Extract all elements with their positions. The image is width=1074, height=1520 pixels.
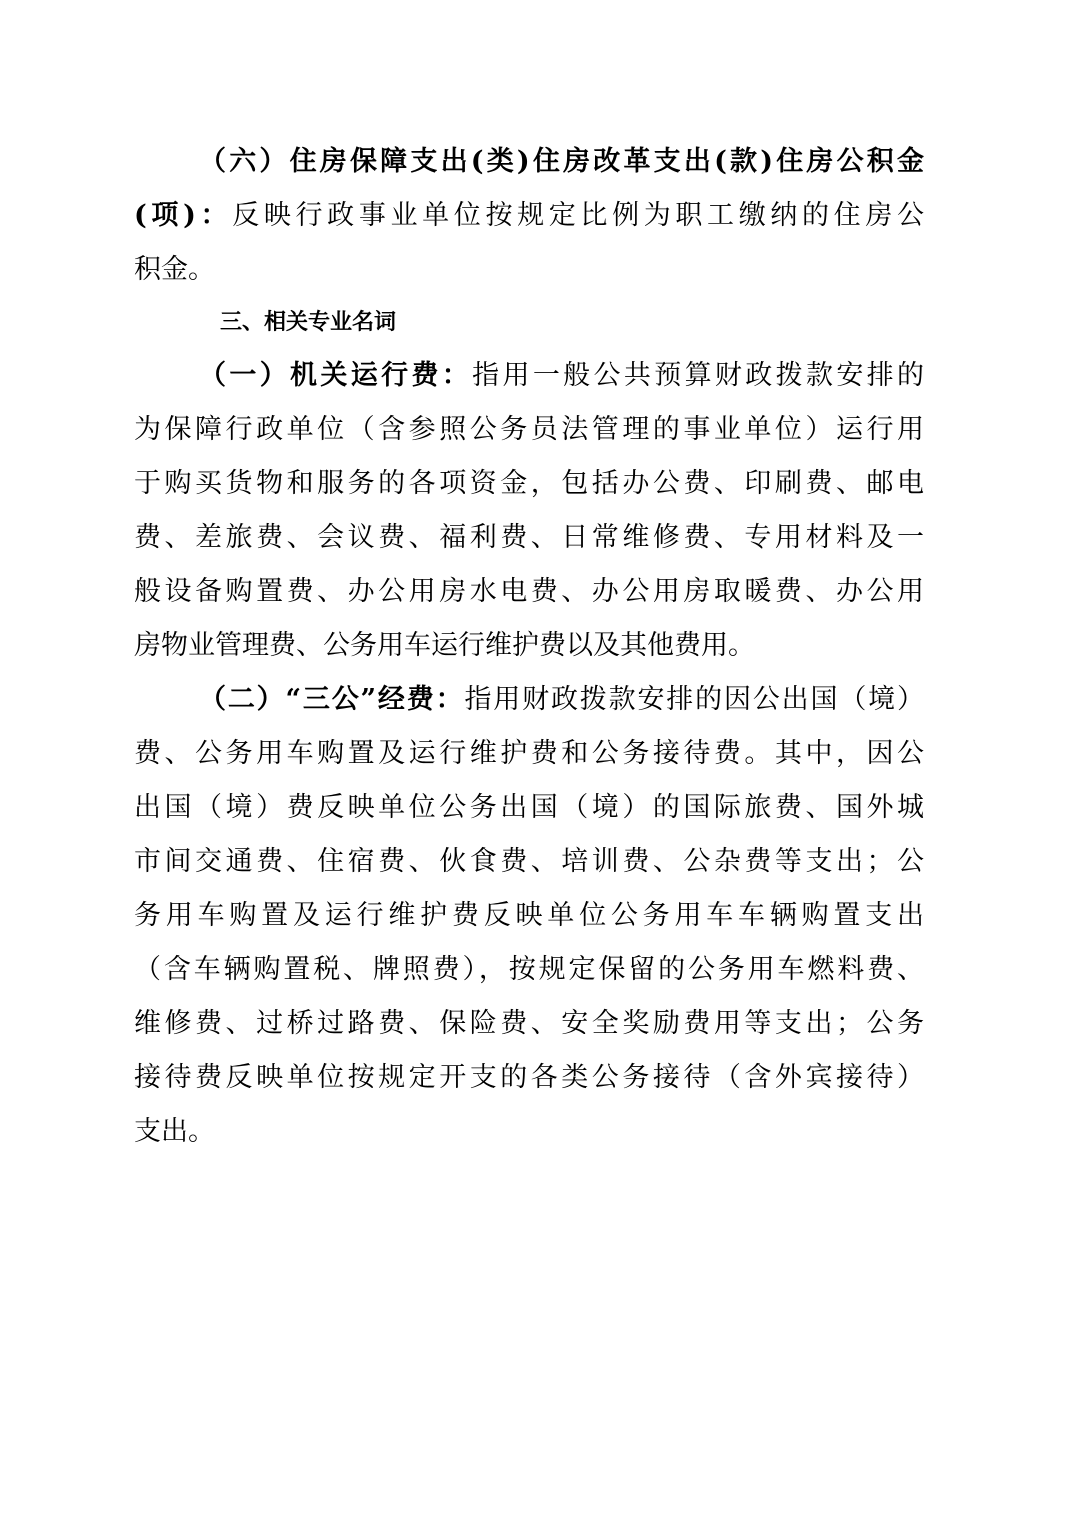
line-text: 接待费反映单位按规定开支的各类公务接待（含外宾接待） xyxy=(134,1062,924,1093)
text-line xyxy=(134,349,924,403)
paragraph-three-public-expenses xyxy=(134,673,924,1159)
line-text: 指用一般公共预算财政拨款安排的 xyxy=(472,360,924,391)
paragraph-housing-fund xyxy=(134,135,924,297)
paragraph-agency-operating-expenses xyxy=(134,349,924,673)
line-text: 房物业管理费、公务用车运行维护费以及其他费用。 xyxy=(134,630,755,661)
line-text: 费、差旅费、会议费、福利费、日常维修费、专用材料及一 xyxy=(134,522,924,553)
line-text: 出国（境）费反映单位公务出国（境）的国际旅费、国外城 xyxy=(134,792,924,823)
text-line xyxy=(134,673,924,727)
line-text: 为保障行政单位（含参照公务员法管理的事业单位）运行用 xyxy=(134,414,924,445)
line-text: 支出。 xyxy=(134,1116,215,1147)
line-text: 般设备购置费、办公用房水电费、办公用房取暖费、办公用 xyxy=(134,576,924,607)
text-line xyxy=(134,403,924,457)
line-lead-bold: (项)： xyxy=(134,200,233,231)
line-text: 于购买货物和服务的各项资金，包括办公费、印刷费、邮电 xyxy=(134,468,924,499)
line-text: 指用财政拨款安排的因公出国（境） xyxy=(464,684,924,715)
line-lead-bold: （六）住房保障支出(类)住房改革支出(款)住房公积金 xyxy=(199,146,924,177)
text-line xyxy=(134,457,924,511)
text-line xyxy=(134,511,924,565)
section-heading: 三、相关专业名词 xyxy=(220,310,397,335)
text-line xyxy=(134,135,924,189)
text-line xyxy=(134,243,924,297)
line-text: 费、公务用车购置及运行维护费和公务接待费。其中，因公 xyxy=(134,738,924,769)
line-text: 市间交通费、住宿费、伙食费、培训费、公杂费等支出；公 xyxy=(134,846,924,877)
line-text: 维修费、过桥过路费、保险费、安全奖励费用等支出；公务 xyxy=(134,1008,924,1039)
text-line xyxy=(134,189,924,243)
text-line xyxy=(134,727,924,781)
text-line xyxy=(134,1105,924,1159)
text-line xyxy=(134,619,924,673)
line-text: （含车辆购置税、牌照费），按规定保留的公务用车燃料费、 xyxy=(134,954,924,985)
text-line xyxy=(134,781,924,835)
text-line xyxy=(134,835,924,889)
text-line xyxy=(134,997,924,1051)
text-line xyxy=(134,1051,924,1105)
line-lead-bold: （二）“三公”经费： xyxy=(199,684,465,715)
text-line xyxy=(134,889,924,943)
text-line xyxy=(134,943,924,997)
text-line xyxy=(134,565,924,619)
line-text: 积金。 xyxy=(134,254,215,285)
line-text: 务用车购置及运行维护费反映单位公务用车车辆购置支出 xyxy=(134,900,924,931)
line-lead-bold: （一）机关运行费： xyxy=(199,360,473,391)
line-text: 反映行政事业单位按规定比例为职工缴纳的住房公 xyxy=(232,200,924,231)
document-page xyxy=(134,135,924,1159)
